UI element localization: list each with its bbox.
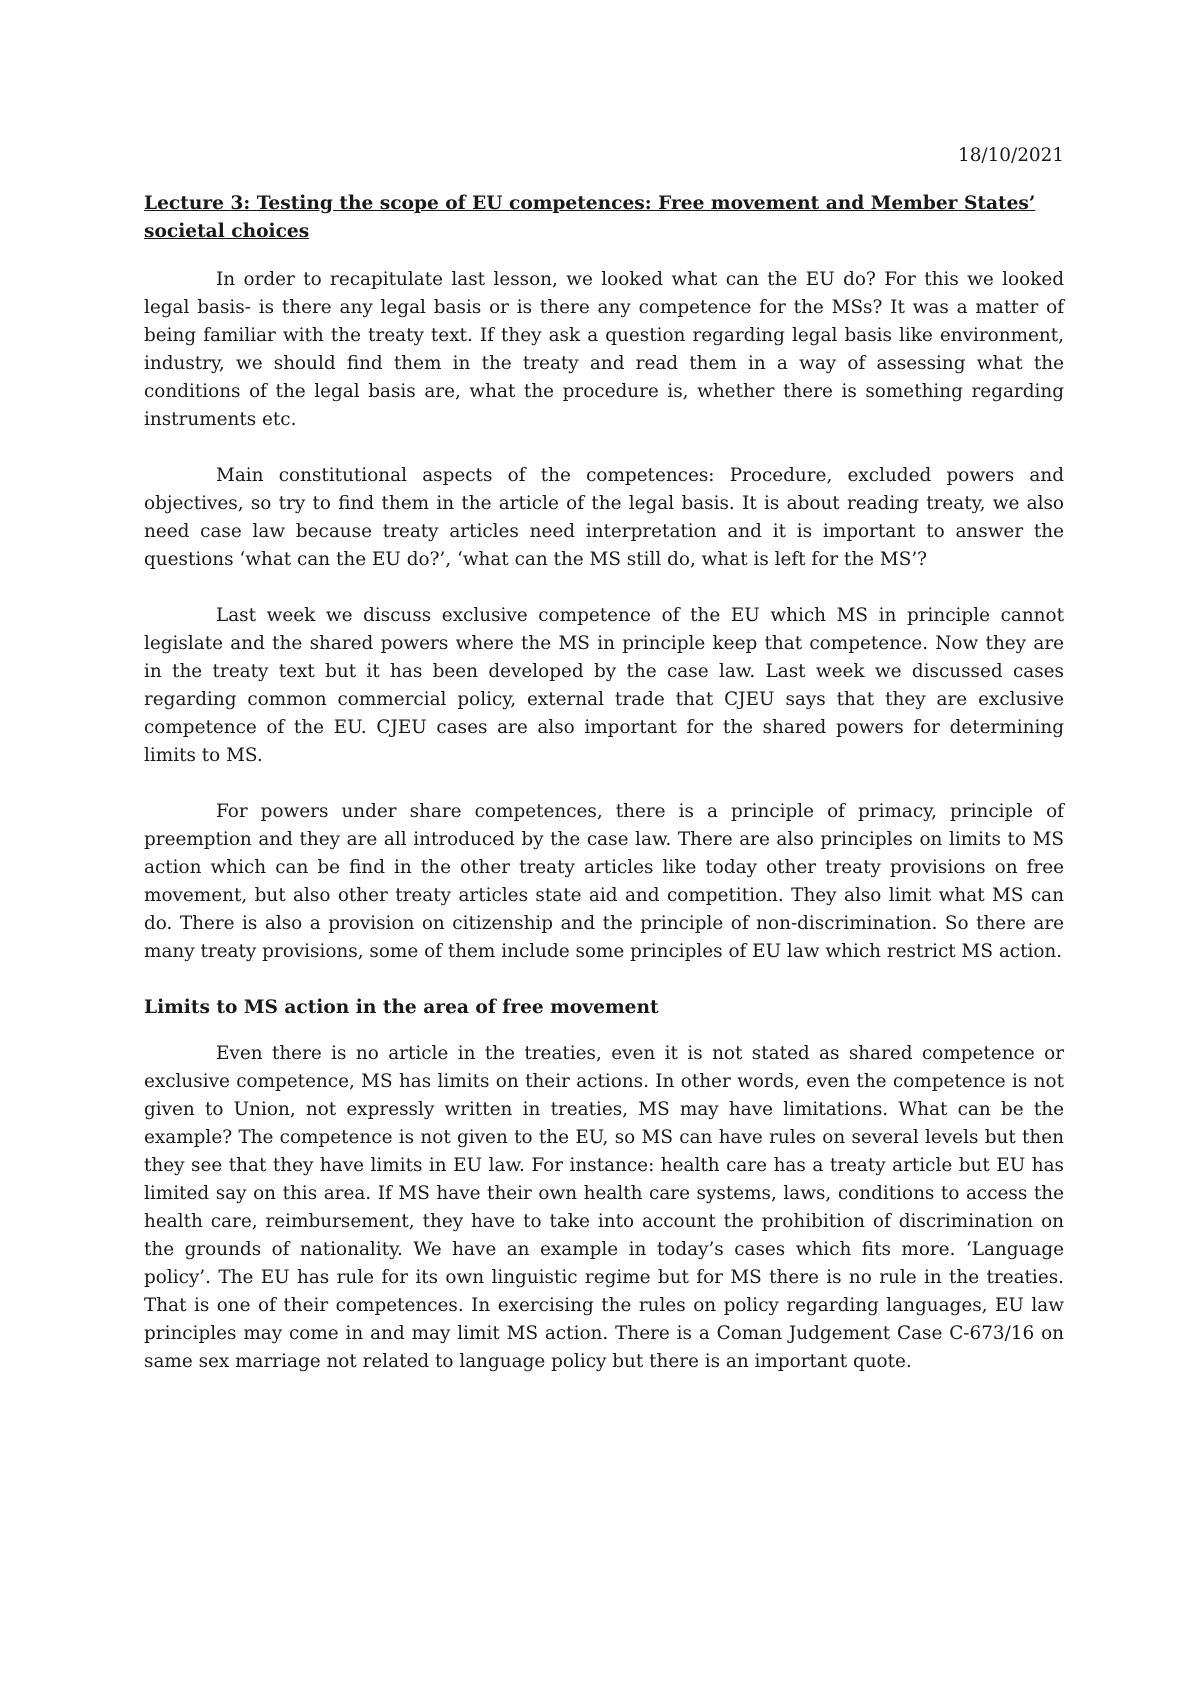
document-date: 18/10/2021 [958, 145, 1064, 166]
lecture-title: Lecture 3: Testing the scope of EU competences: Free movement and Member States’ societal choices [144, 193, 1036, 242]
paragraph-constitutional-aspects: Main constitutional aspects of the competences: Procedure, excluded powers and objectives, so try to find them in the article of the legal basis. It is about reading treaty, we also need case law because treaty articles need interpretation and it is important to answer the questions ‘what can the EU do?’, ‘what can the MS still do, what is left for the MS’? [144, 465, 1064, 570]
paragraph-exclusive-competence: Last week we discuss exclusive competence of the EU which MS in principle cannot legislate and the shared powers where the MS in principle keep that competence. Now they are in the treaty text but it has been developed by the case law. Last week we discussed cases regarding common commercial policy, external trade that CJEU says that they are exclusive competence of the EU. CJEU cases are also important for the shared powers for determining limits to MS. [144, 605, 1064, 766]
paragraph-limits-ms-action: Even there is no article in the treaties, even it is not stated as shared competence or exclusive competence, MS has limits on their actions. In other words, even the competence is not given to Union, not expressly written in treaties, MS may have limitations. What can be the example? The competence is not given to the EU, so MS can have rules on several levels but then they see that they have limits in EU law. For instance: health care has a treaty article but EU has limited say on this area. If MS have their own health care systems, laws, conditions to access the health care, reimbursement, they have to take into account the prohibition of discrimination on the grounds of nationality. We have an example in today’s cases which fits more. ‘Language policy’. The EU has rule for its own linguistic regime but for MS there is no rule in the treaties. That is one of their competences. In exercising the rules on policy regarding languages, EU law principles may come in and may limit MS action. There is a Coman Judgement Case C-673/16 on same sex marriage not related to language policy but there is an important quote. [144, 1043, 1064, 1372]
paragraph-shared-competences: For powers under share competences, there is a principle of primacy, principle of preemption and they are all introduced by the case law. There are also principles on limits to MS action which can be find in the other treaty articles like today other treaty provisions on free movement, but also other treaty articles state aid and competition. They also limit what MS can do. There is also a provision on citizenship and the principle of non-discrimination. So there are many treaty provisions, some of them include some principles of EU law which restrict MS action. [144, 801, 1064, 962]
paragraph-recap: In order to recapitulate last lesson, we looked what can the EU do? For this we looked legal basis- is there any legal basis or is there any competence for the MSs? It was a matter of being familiar with the treaty text. If they ask a question regarding legal basis like environment, industry, we should find them in the treaty and read them in a way of assessing what the conditions of the legal basis are, what the procedure is, whether there is something regarding instruments etc. [144, 269, 1064, 430]
section-heading: Limits to MS action in the area of free movement [144, 997, 659, 1018]
document-body [144, 142, 1064, 1404]
